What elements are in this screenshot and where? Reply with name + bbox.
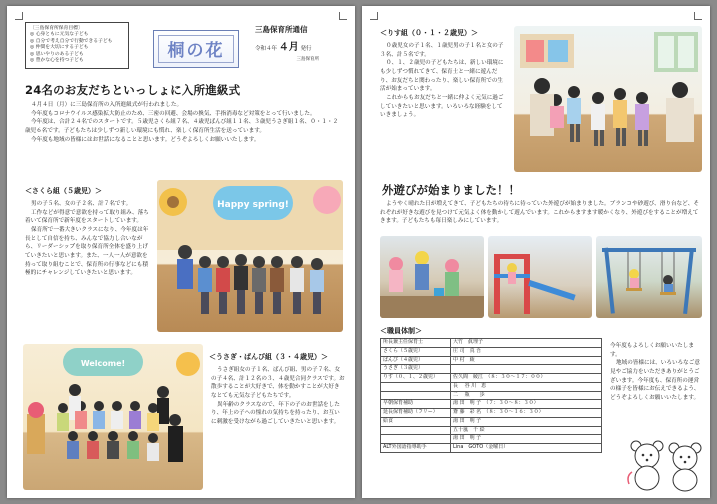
photo-usagi-bambi-class bbox=[23, 344, 203, 490]
staff-role: さくら（５歳児） bbox=[381, 347, 451, 356]
section-paragraph: 男の子５名、女の子２名、計７名です。 bbox=[31, 201, 132, 207]
masthead-title: 三島保育所通信 bbox=[255, 25, 308, 34]
newsletter-page-left bbox=[7, 6, 355, 498]
photo-sakura-class bbox=[157, 180, 343, 332]
staff-name: 庄 司 真 吾 bbox=[451, 347, 602, 356]
logo-title: 桐の花 bbox=[167, 41, 225, 61]
goal-item: ◎ 仲間を大切にする子ども bbox=[30, 45, 89, 51]
staff-row bbox=[381, 365, 602, 374]
section-title-usagi-bambi: ＜うさぎ・ばんび組（３・４歳児）＞ bbox=[209, 353, 328, 361]
staff-name: 長 谷 川 恵 bbox=[451, 382, 602, 391]
staff-name: 中 村 綾 bbox=[451, 356, 602, 365]
staff-name: Lina GOTO（金曜日） bbox=[451, 444, 602, 453]
issue-month: ４月 bbox=[278, 41, 299, 53]
staff-name bbox=[451, 365, 602, 374]
staff-role bbox=[381, 391, 451, 400]
section-title-sakura: ＜さくら組（５歳児）＞ bbox=[25, 187, 102, 195]
main-headline: 24名のお友だちといっしょに入所進級式 bbox=[25, 83, 241, 97]
goals-heading: 〔三島保育所保育目標〕 bbox=[30, 26, 83, 31]
staff-row bbox=[381, 391, 602, 400]
newsletter-page-right bbox=[362, 6, 710, 498]
photo-sandbox bbox=[380, 236, 484, 318]
photo-banner-text: Welcome! bbox=[80, 359, 126, 368]
staff-name: 五十嵐 千 絵 bbox=[451, 426, 602, 435]
photo-banner-text: Happy spring! bbox=[217, 200, 289, 210]
staff-role bbox=[381, 435, 451, 444]
corner-mark bbox=[370, 12, 378, 20]
staff-row bbox=[381, 347, 602, 356]
staff-row bbox=[381, 382, 602, 391]
corner-mark bbox=[694, 12, 702, 20]
closing-paragraph: 今年度もよろしくお願いいたします。 bbox=[610, 343, 694, 358]
goal-item: ◎ 自分で考え自分で行動できる子ども bbox=[30, 38, 113, 44]
goal-item: ◎ 心身ともに元気な子ども bbox=[30, 32, 89, 38]
issue-label: 発行 bbox=[300, 45, 312, 52]
staff-name: 大竹 眞理子 bbox=[451, 339, 602, 348]
staff-role: 所長兼主任保育士 bbox=[381, 339, 451, 348]
staff-table bbox=[380, 338, 602, 453]
closing-paragraph: 地域の皆様には、いろいろなご意見やご協力をいただきありがとうございます。今年度も、保育所の運営の様子を皆様にお伝えできるよう、どうぞよろしくお願いいたします。 bbox=[610, 360, 700, 401]
closing-message bbox=[610, 342, 702, 403]
photo-swing bbox=[596, 236, 702, 318]
childcare-goals-box bbox=[25, 22, 129, 69]
bear-illustration bbox=[624, 436, 704, 492]
section-text-risu bbox=[380, 42, 508, 120]
masthead-sub: 三島保育所 bbox=[296, 57, 319, 63]
staff-role bbox=[381, 426, 451, 435]
staff-role: うさぎ（３歳児） bbox=[381, 365, 451, 374]
staff-row bbox=[381, 339, 602, 348]
section-paragraph: ０、１、２歳児の子どもたちは、新しい環境にも少しずつ慣れてきて、保育士と一緒に遊んだり、お友だちと関わったり、楽しい保育所での生活が始まっています。 bbox=[380, 60, 504, 93]
staff-role: ばんび（４歳児） bbox=[381, 356, 451, 365]
staff-name: 湯 田 明 子 bbox=[451, 435, 602, 444]
staff-role: 早朝保育補助 bbox=[381, 400, 451, 409]
staff-role: りす（０、１、２歳児） bbox=[381, 374, 451, 383]
section-paragraph: ０歳児女の子１名、１歳児男の子１名と女の子３名、計５名です。 bbox=[380, 43, 504, 58]
photo-climbing-frame bbox=[488, 236, 592, 318]
intro-paragraph: 今年度は、合計２４名でのスタートです。５歳児さくら組７名、４歳児ばんび組１１名、３歳児うさぎ組１名、０・１・２歳児６名です。子どもたちは少しずつ新しい環境にも慣れ、楽しく保育所生活を送っています。 bbox=[25, 119, 339, 134]
masthead bbox=[255, 24, 347, 64]
section-paragraph: 保育所で一番大きいクラスになり、今年度は年長として自信を持ち、みんなで協力し合いながら、リーダーシップを取り保育所全体を盛り上げていきたいと思います。また、一人一人が意欲を持って取り組むことで、保育所の行事などにも積極的にチャレンジしていきたいと思います。 bbox=[25, 226, 149, 277]
corner-mark bbox=[339, 12, 347, 20]
section-paragraph: 工作などが得意で意欲を持って取り組み、落ち着いて保育所で新年度をスタートしています。 bbox=[25, 209, 149, 225]
intro-text bbox=[25, 101, 343, 144]
section-text-sakura bbox=[25, 200, 153, 278]
staff-row bbox=[381, 417, 602, 426]
section-paragraph: うさぎ組女の子１名、ばんび組、男の子７名、女の子４名、計１２名の３、４歳児合同クラスです。お散歩することが大好きで、体を動かすことが大好きなとても元気な子どもたちです。 bbox=[211, 367, 345, 399]
staff-name: 齋 藤 彩 名 （８：３０〜１６：３０） bbox=[451, 409, 602, 418]
outdoor-headline: 外遊びが始まりました！！ bbox=[382, 183, 520, 197]
intro-paragraph: ４月４日（月）に三島保育所の入所進級式が行われました。 bbox=[31, 102, 183, 108]
staff-role: 延長保育補助（フリー） bbox=[381, 409, 451, 418]
issue-era: 令和４年 bbox=[255, 45, 278, 52]
photo-risu-class bbox=[514, 26, 702, 172]
newsletter-logo bbox=[153, 30, 239, 68]
section-title-risu: ＜りす組（０・１・２歳児）＞ bbox=[380, 29, 478, 37]
staff-row bbox=[381, 356, 602, 365]
section-paragraph: 異年齢のクラスなので、年下の子のお世話をしたり、年上の子への憧れの気持ちを持ったり、お互いに刺激を受けながら過ごしていきたいと思います。 bbox=[211, 401, 340, 425]
issue-date bbox=[255, 40, 347, 56]
corner-mark bbox=[15, 12, 23, 20]
staff-name: 佐久間 綾江 （８：３０〜１７：００） bbox=[451, 374, 602, 383]
outdoor-paragraph: ようやく晴れた日が増えてきて、子どもたちの待ちに待っていた外遊びが始まりました。ブランコや砂遊び、滑り台など、それぞれが好きな遊びを見つけて元気よく体を動かして遊んでいます。これからますます暖かくなり、外遊びをすることが増えてきます。子どもたちも毎日楽しみにしています。 bbox=[380, 201, 699, 225]
staff-name: 二 瓶 歩 bbox=[451, 391, 602, 400]
staff-row bbox=[381, 435, 602, 444]
staff-name: 湯 田 明 子 （７：３０〜８：３０） bbox=[451, 400, 602, 409]
staff-row bbox=[381, 400, 602, 409]
staff-row bbox=[381, 409, 602, 418]
staff-row bbox=[381, 374, 602, 383]
staff-role: 給食 bbox=[381, 417, 451, 426]
goal-item: ◎ 豊かな心を持つ子ども bbox=[30, 58, 84, 64]
staff-role bbox=[381, 382, 451, 391]
staff-section-title: ＜職員体制＞ bbox=[380, 327, 422, 335]
intro-paragraph: 今年度も地域の皆様にはお世話になることと思います。どうぞよろしくお願いいたします。 bbox=[31, 136, 260, 143]
staff-name: 湯 田 明 子 bbox=[451, 417, 602, 426]
staff-row bbox=[381, 444, 602, 453]
section-paragraph: これからもお友だちと一緒に仲よく元気に過ごしていきたいと思います。いろいろな経験をしていきましょう。 bbox=[380, 94, 504, 119]
staff-role: ALT外国語指導助手 bbox=[381, 444, 451, 453]
section-text-usagi-bambi bbox=[211, 366, 345, 427]
staff-row bbox=[381, 426, 602, 435]
intro-paragraph: 今年度もコロナウイルス感染拡大防止のため、三密の回避、会場の換気、手指消毒など対策をとって行いました。 bbox=[31, 110, 316, 117]
goal-item: ◎ 思いやりのある子ども bbox=[30, 51, 84, 57]
